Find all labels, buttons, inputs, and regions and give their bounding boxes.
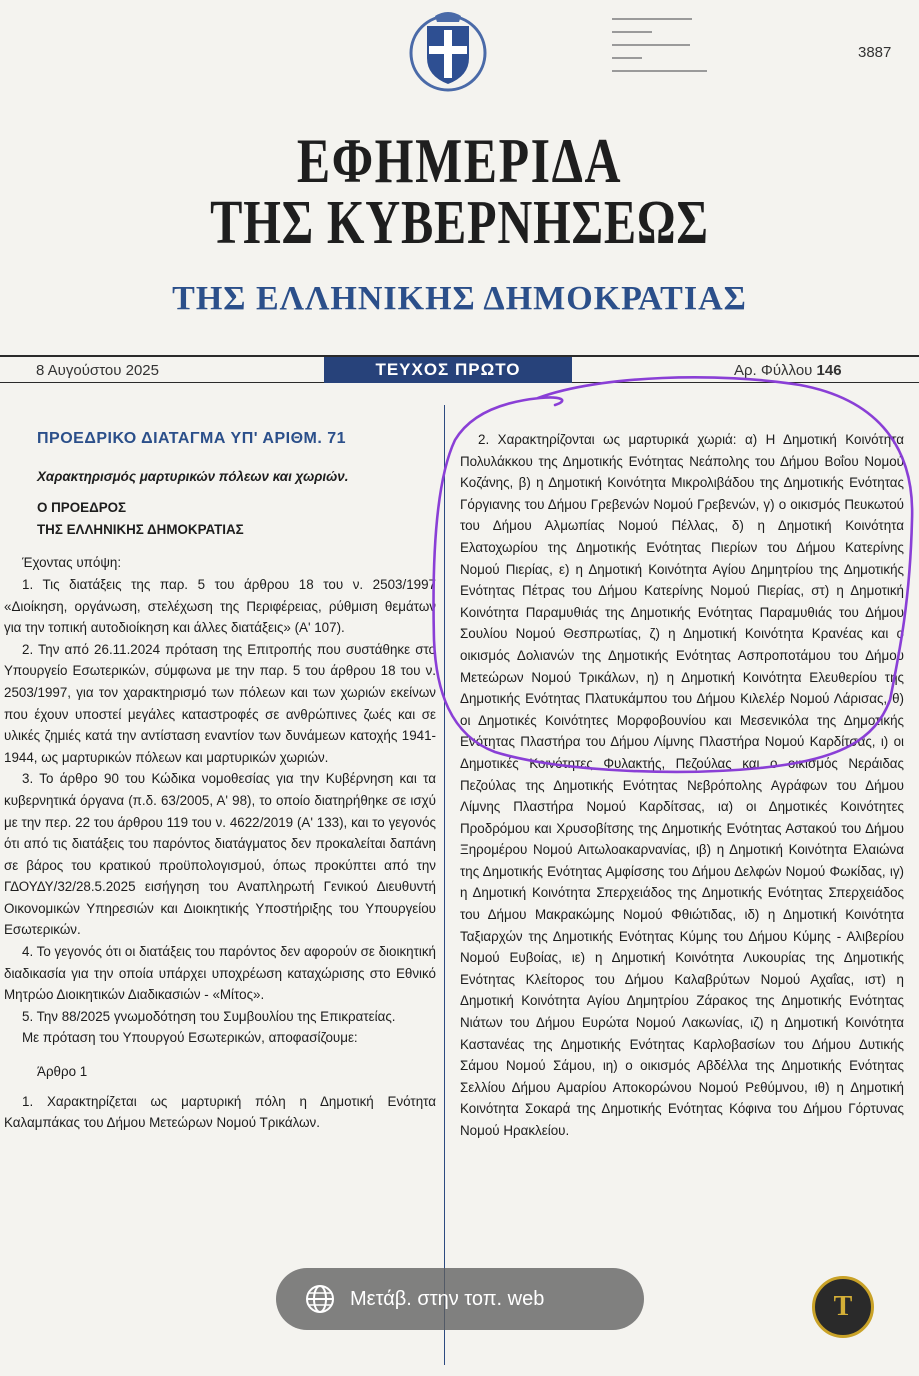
paragraph-3: 3. Το άρθρο 90 του Κώδικα νομοθεσίας για την Κυβέρνηση και τα κυβερνητικά όργανα (π.δ. 63/2005, Α' 98), το οποίο διατηρήθηκε σε ισχύ με την περ. 22 του άρθρου 119 του ν. 4622/2019 (Α' 133), και το γεγονός ότι από τις διατάξεις του παρόντος διατάγματος δεν προκαλείται δαπάνη σε βάρος του κρατικού προϋπολογισμού, όπως προκύπτει από την ΓΔΟΥΔΥ/32/28.5.2025 εισήγηση του Αναπληρωτή Γενικού Διευθυντή Οικονομικών Υπηρεσιών και Διοικητικής Υποστήριξης του Υπουργείου Εσωτερικών. xyxy=(4,771,436,938)
gazette-title-line3: ΤΗΣ ΕΛΛΗΝΙΚΗΣ ΔΗΜΟΚΡΑΤΙΑΣ xyxy=(172,280,747,317)
president-line1: Ο ΠΡΟΕΔΡΟΣ xyxy=(37,500,127,516)
article-heading: Άρθρο 1 xyxy=(37,1064,88,1080)
paragraph-5: 5. Την 88/2025 γνωμοδότηση του Συμβουλίου της Επικρατείας. xyxy=(22,1008,396,1024)
decree-subject: Χαρακτηρισμός μαρτυρικών πόλεων και χωριών. xyxy=(37,468,349,484)
paragraph-2: 2. Την από 26.11.2024 πρόταση της Επιτροπής που συστάθηκε στο Υπουργείο Εσωτερικών, σύμφωνα με την παρ. 5 του άρθρου 18 του ν. 2503/1997, για τον χαρακτηρισμό των πόλεων και των χωριών εκείνων που έχουν υποστεί μεγάλες καταστροφές σε ανθρώπινες ζωές και σε υλικές ζημιές κατά την αντίσταση εναντίον των δυνάμεων κατοχής 1941-1944, ως μαρτυρικών πόλεων και μαρτυρικών χωριών. xyxy=(4,641,436,765)
sheet-value: 146 xyxy=(816,362,842,379)
app-floating-badge[interactable] xyxy=(812,1276,874,1338)
considering-text: Έχοντας υπόψη: xyxy=(22,555,122,571)
gazette-title-line2: ΤΗΣ ΚΥΒΕΡΝΗΣΕΩΣ xyxy=(210,189,709,257)
badge-letter: T xyxy=(833,1291,853,1322)
globe-icon xyxy=(304,1283,336,1315)
president-line2: ΤΗΣ ΕΛΛΗΝΙΚΗΣ ΔΗΜΟΚΡΑΤΙΑΣ xyxy=(37,521,244,537)
translate-page-button[interactable] xyxy=(276,1268,644,1330)
gazette-title-line1: ΕΦΗΜΕΡΙΔΑ xyxy=(296,125,623,196)
translate-label: Μετάβ. στην τοπ. web xyxy=(350,1287,545,1310)
greek-coat-of-arms-icon xyxy=(405,6,491,92)
sheet-label: Αρ. Φύλλου xyxy=(734,362,813,379)
proposal-text: Με πρόταση του Υπουργού Εσωτερικών, αποφασίζουμε: xyxy=(22,1030,358,1046)
column-divider xyxy=(444,405,445,1365)
left-column xyxy=(4,428,436,1134)
issue-series-badge: ΤΕΥΧΟΣ ΠΡΩΤΟ xyxy=(324,357,572,383)
paragraph-1: 1. Τις διατάξεις της παρ. 5 του άρθρου 18 του ν. 2503/1997 «Διοίκηση, οργάνωση, στελέχωση της Περιφέρειας, ρύθμιση θεμάτων για την τοπική αυτοδιοίκηση και άλλες διατάξεις» (Α' 107). xyxy=(4,576,436,636)
paragraph-4: 4. Το γεγονός ότι οι διατάξεις του παρόντος δεν αφορούν σε διοικητική διαδικασία για την οποία υπάρχει υποχρέωση καταχώρισης στο Εθνικό Μητρώο Διοικητικών Διαδικασιών - «Μίτος». xyxy=(4,944,436,1003)
page-number: 3887 xyxy=(858,44,892,61)
sheet-number xyxy=(734,362,842,379)
decree-title: ΠΡΟΕΔΡΙΚΟ ΔΙΑΤΑΓΜΑ ΥΠ' ΑΡΙΘΜ. 71 xyxy=(37,430,347,447)
issue-meta-lines xyxy=(612,18,732,83)
issue-date: 8 Αυγούστου 2025 xyxy=(36,362,159,379)
article-paragraph-1: 1. Χαρακτηρίζεται ως μαρτυρική πόλη η Δημοτική Ενότητα Καλαμπάκας του Δήμου Μετεώρων Νομού Τρικάλων. xyxy=(4,1093,436,1131)
right-column xyxy=(460,429,904,1142)
article-paragraph-2: 2. Χαρακτηρίζονται ως μαρτυρικά χωριά: α) Η Δημοτική Κοινότητα Πολυλάκκου της Δημοτικής Ενότητας Νεάπολης του Δήμου Βοΐου Νομού Κοζάνης, β) η Δημοτική Κοινότητα Μικρολιβάδου της Δημοτικής Ενότητας Γόργιανης του Δήμου Γρεβενών Νομού Γρεβενών, γ) ο οικισμός Πευκωτού του Δήμου Αλμωπίας Νομού Πέλλας, δ) η Δημοτική Κοινότητα Ελατοχωρίου της Δημοτικής Ενότητας Πιερίων του Δήμου Κατερίνης Νομού Πιερίας, ε) η Δημοτική Κοινότητα Αγίου Δημητρίου της Δημοτικής Ενότητας Πέτρας του Δήμου Κατερίνης Νομού Πιερίας, στ) η Δημοτική Κοινότητα Παραμυθιάς της Δημοτικής Ενότητας Παραμυθιάς του Δήμου Σουλίου Νομού Θεσπρωτίας, ζ) η Δημοτική Κοινότητα Κρανέας και ο οικισμός Δολιανών της Δημοτικής Ενότητας Ασπροποτάμου του Δήμου Μετεώρων Νομού Τρικάλων, η) η Δημοτική Κοινότητα Ελευθερίου της Δημοτικής Ενότητας Πλατυκάμπου του Δήμου Κιλελέρ Νομού Λάρισας, θ) οι Δημοτικές Κοινότητες Μορφοβουνίου και Μεσενικόλα της Δημοτικής Ενότητας Πλαστήρα του Δήμου Λίμνης Πλαστήρα Νομού Καρδίτσας, ι) οι Δημοτικές Κοινότητες Φυλακτής, Πεζούλας και ο οικισμός Νεράιδας Πεζούλας της Δημοτικής Ενότητας Νεβρόπολης Αγράφων του Δήμου Λίμνης Πλαστήρα Νομού Καρδίτσας, ια) οι Δημοτικές Κοινότητες Προδρόμου και Χρυσοβίτσης της Δημοτικής Ενότητας Αστακού του Δήμου Ξηρομέρου Νομού Αιτωλοακαρνανίας, ιβ) η Δημοτική Κοινότητα Ελαιώνα της Δημοτικής Ενότητας Αμφίσσης του Δήμου Δελφών Νομού Φωκίδας, ιγ) η Δημοτική Κοινότητα Σπερχειάδος της Δημοτικής Ενότητας Σπερχειάδος του Δήμου Μακρακώμης Νομού Φθιώτιδας, ιδ) η Δημοτική Κοινότητα Ταξιαρχών της Δημοτικής Ενότητας Κύμης του Δήμου Κύμης - Αλιβερίου Νομού Ευβοίας, ιε) η Δημοτική Κοινότητα Λυκουρίας της Δημοτικής Ενότητας Κλείτορος του Δήμου Καλαβρύτων Νομού Αχαΐας, ιστ) η Δημοτική Κοινότητα Αγίου Δημητρίου Ζάρακος της Δημοτικής Ενότητας Νιάτων του Δήμου Ευρώτα Νομού Λακωνίας, ιζ) η Δημοτική Κοινότητα Καστανέας της Δημοτικής Ενότητας Καρλοβασίων του Δήμου Δυτικής Σάμου Νομού Σάμου, ιη) ο οικισμός Αβδέλλα της Δημοτικής Ενότητας Σελλίου Δήμου Αμαρίου Αποκορώνου Νομού Ρεθύμνου, ιθ) η Δημοτική Κοινότητα Σοκαρά της Δημοτικής Ενότητας Κόφινα του Δήμου Γόρτυνας Νομού Ηρακλείου. xyxy=(460,432,904,1138)
